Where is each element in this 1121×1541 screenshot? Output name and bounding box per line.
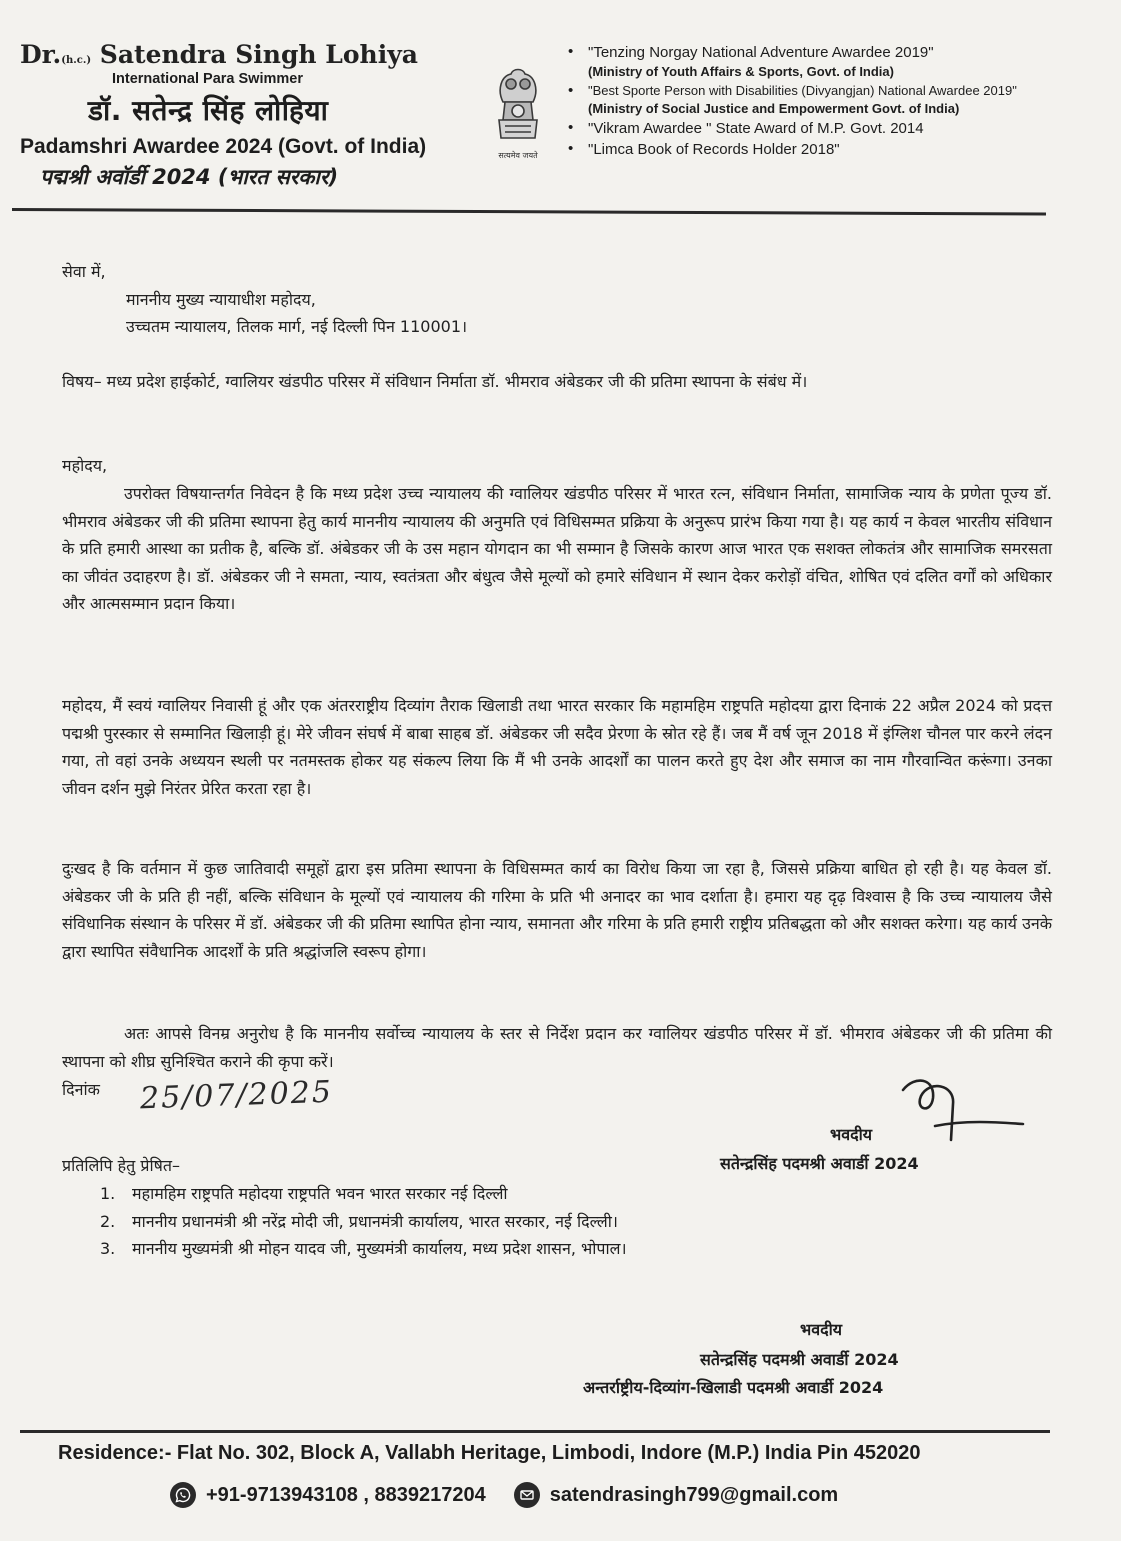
residence-address: Residence:- Flat No. 302, Block A, Vallabh Heritage, Limbodi, Indore (M.P.) India Pin 452020 — [58, 1442, 921, 1464]
signature-icon — [895, 1070, 1025, 1150]
honour-2: • "Best Sporte Person with Disabilities (Divyangjan) National Awardee 2019" — [568, 83, 1088, 98]
name-hindi: डॉ. सतेन्द्र सिंह लोहिया — [88, 94, 329, 127]
signer-name-2: सतेन्द्रसिंह पदमश्री अवार्डी 2024 — [700, 1350, 899, 1369]
date-handwritten: 25/07/2025 — [139, 1074, 334, 1117]
to-line-2: उच्चतम न्यायालय, तिलक मार्ग, नई दिल्ली पिन 110001। — [126, 317, 468, 336]
list-item — [100, 1180, 1000, 1208]
subtitle: International Para Swimmer — [112, 71, 303, 87]
closing-2: भवदीय — [800, 1320, 843, 1339]
honour-3: • "Vikram Awardee " State Award of M.P. Govt. 2014 — [568, 120, 1088, 137]
list-item-text: माननीय मुख्यमंत्री श्री मोहन यादव जी, मुख्यमंत्री कार्यालय, मध्य प्रदेश शासन, भोपाल। — [132, 1239, 627, 1258]
name-text: Satendra Singh Lohiya — [99, 40, 418, 69]
list-item-number: 3. — [100, 1239, 116, 1258]
cc-list — [100, 1180, 1000, 1263]
whatsapp-icon — [170, 1482, 196, 1508]
emblem-caption: सत्यमेव जयते — [498, 151, 538, 160]
name-prefix: Dr. — [20, 40, 62, 69]
award-hindi: पद्मश्री अवॉर्डी 2024 (भारत सरकार) — [40, 165, 339, 189]
letterhead-left — [20, 40, 460, 191]
cc-heading: प्रतिलिपि हेतु प्रेषित– — [62, 1156, 180, 1175]
to-line-1: माननीय मुख्य न्यायाधीश महोदय, — [126, 289, 316, 309]
list-item-text: माननीय प्रधानमंत्री श्री नरेंद्र मोदी जी, प्रधानमंत्री कार्यालय, भारत सरकार, नई दिल्ली। — [132, 1211, 618, 1231]
signer-title: अन्तर्राष्ट्रीय-दिव्यांग-खिलाडी पदमश्री अवार्डी 2024 — [583, 1378, 884, 1397]
list-item-number: 2. — [100, 1211, 116, 1231]
honour-4: • "Limca Book of Records Holder 2018" — [568, 141, 1088, 158]
name-hc: (h.c.) — [61, 55, 92, 66]
phone-numbers: +91-9713943108 , 8839217204 — [206, 1483, 486, 1506]
header-divider — [12, 208, 1046, 216]
list-item — [100, 1235, 1000, 1263]
paragraph-2: महोदय, मैं स्वयं ग्वालियर निवासी हूं और एक अंतरराष्ट्रीय दिव्यांग तैराक खिलाडी तथा भारत सरकार कि महामहिम राष्ट्रपति महोदया द्वारा दिनाकं 22 अप्रैल 2024 को प्रदत्त पद्मश्री पुरस्कार से सम्मानित खिलाड़ी हूं। मेरे जीवन संघर्ष में बाबा साहब डॉ. अंबेडकर जी सदैव प्रेरणा के स्रोत रहे हैं। जब मैं वर्ष जून 2018 में इंग्लिश चौनल पार करने लंदन गया, तो वहां उनके अध्ययन स्थली पर नतमस्तक होकर यह संकल्प लिया कि मैं भी उनके आदर्शों का पालन करते हुए देश और समाज का नाम गौरवान्वित करूंगा। उनका जीवन दर्शन मुझे निरंतर प्रेरित करता रहा है। — [62, 696, 1052, 798]
list-item-number: 1. — [100, 1184, 116, 1203]
paragraph-1: उपरोक्त विषयान्तर्गत निवेदन है कि मध्य प्रदेश उच्च न्यायालय की ग्वालियर खंडपीठ परिसर में भारत रत्न, संविधान निर्माता, सामाजिक न्याय के प्रणेता पूज्य डॉ. भीमराव अंबेडकर जी की प्रतिमा स्थापना हेतु कार्य माननीय न्यायालय की अनुमति एवं विधिसम्मत प्रक्रिया के अनुरूप प्रारंभ किया गया है। यह कार्य न केवल भारतीय संविधान के प्रति हमारी आस्था का प्रतीक है, बल्कि डॉ. अंबेडकर जी के उस महान योगदान का भी सम्मान है जिसके कारण आज भारत एक सशक्त लोकतंत्र और सामाजिक समरसता का जीवंत उदाहरण है। डॉ. अंबेडकर जी ने समता, न्याय, स्वतंत्रता और बंधुत्व जैसे मूल्यों को हमारे संविधान में स्थान देकर करोड़ों वंचित, शोषित एवं दलित वर्गों को अधिकार और आत्मसम्मान प्रदान किया। — [62, 484, 1052, 613]
list-item — [100, 1208, 1000, 1236]
contact-row — [170, 1482, 838, 1508]
honour-1-ministry: (Ministry of Youth Affairs & Sports, Govt. of India) — [588, 64, 894, 79]
date-label: दिनांक — [62, 1080, 100, 1099]
salutation: महोदय, — [62, 456, 108, 475]
paragraph-4: अतः आपसे विनम्र अनुरोध है कि माननीय सर्वोच्च न्यायालय के स्तर से निर्देश प्रदान कर ग्वालियर खंडपीठ परिसर में डॉ. भीमराव अंबेडकर जी की प्रतिमा की स्थापना को शीघ्र सुनिश्चित कराने की कृपा करें। — [62, 1024, 1052, 1071]
national-emblem-icon — [483, 62, 553, 174]
addressee-block — [62, 258, 1042, 341]
to-label: सेवा में, — [62, 262, 106, 281]
email-address: satendrasingh799@gmail.com — [549, 1483, 839, 1506]
paragraph-3: दुःखद है कि वर्तमान में कुछ जातिवादी समूहों द्वारा इस प्रतिमा स्थापना के विधिसम्मत कार्य का विरोध किया जा रहा है, जिससे प्रक्रिया बाधित हो रही है। यह केवल डॉ. अंबेडकर जी के प्रति ही नहीं, बल्कि संविधान के मूल्यों एवं न्यायालय की गरिमा के प्रति भी अनादर का भाव दर्शाता है। हमारा यह दृढ़ विश्वास है कि उच्च न्यायालय जैसे संविधानिक संस्थान के परिसर में डॉ. अंबेडकर जी की प्रतिमा स्थापित होना न्याय, समानता और गरिमा के प्रति हमारी राष्ट्रीय प्रतिबद्धता को और सशक्त करेगा। यह कार्य उनके द्वारा स्थापित संवैधानिक आदर्शों के प्रति श्रद्धांजलि स्वरूप होगा। — [62, 859, 1052, 961]
honours-list — [568, 40, 1088, 158]
subject: विषय– मध्य प्रदेश हाईकोर्ट, ग्वालियर खंडपीठ परिसर में संविधान निर्माता डॉ. भीमराव अंबेडकर जी की प्रतिमा स्थापना के संबंध में। — [62, 372, 808, 391]
closing: भवदीय — [830, 1125, 873, 1144]
honour-2-ministry: (Ministry of Social Justice and Empowerment Govt. of India) — [588, 101, 960, 116]
email-icon — [514, 1482, 540, 1508]
honour-1: • "Tenzing Norgay National Adventure Awardee 2019" — [568, 44, 1088, 61]
list-item-text: महामहिम राष्ट्रपति महोदया राष्ट्रपति भवन भारत सरकार नई दिल्ली — [132, 1184, 508, 1203]
name-english — [20, 40, 460, 69]
signer-name: सतेन्द्रसिंह पदमश्री अवार्डी 2024 — [720, 1154, 919, 1173]
footer-divider — [20, 1430, 1050, 1433]
award-english: Padamshri Awardee 2024 (Govt. of India) — [20, 135, 427, 158]
